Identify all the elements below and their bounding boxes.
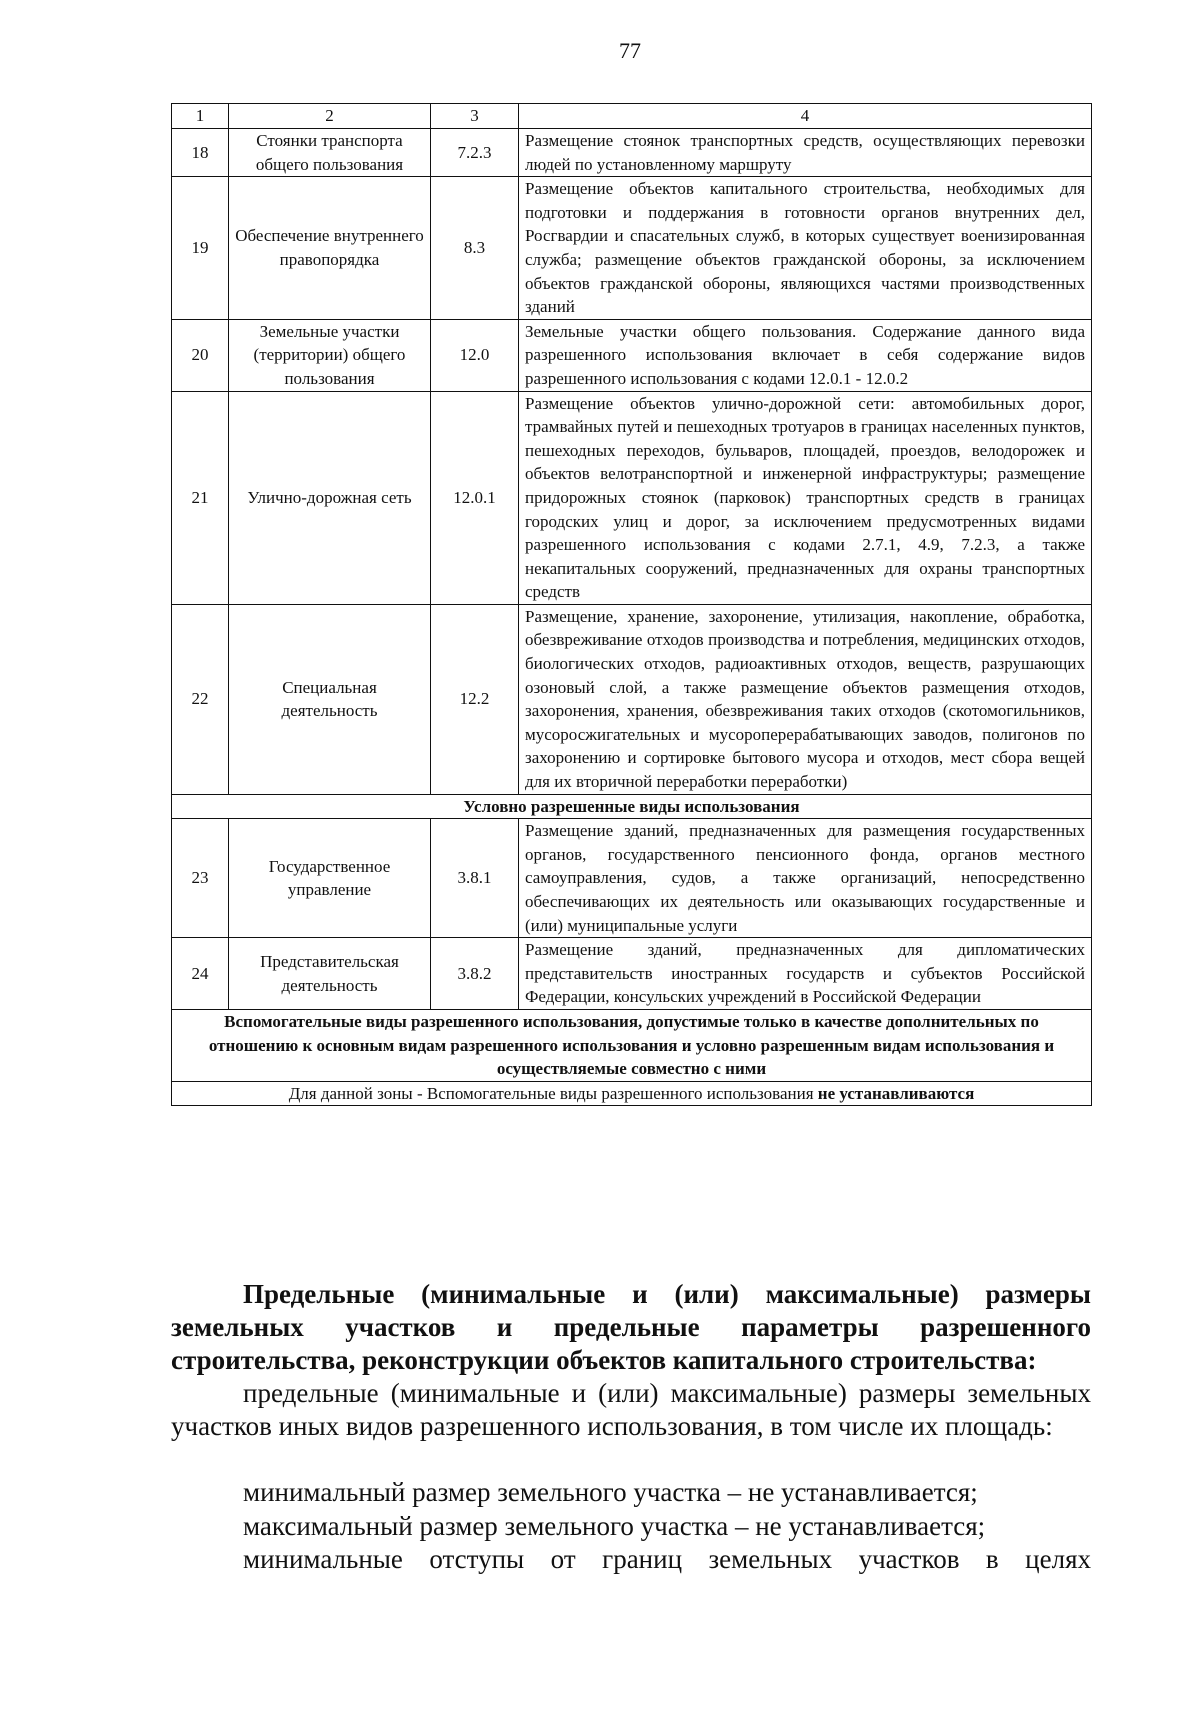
use-description: Размещение, хранение, захоронение, утилизация, накопление, обработка, обезвреживание отходов производства и потребления, медицинских отходов, биологических отходов, радиоактивных отходов, веществ, разрушающих озоновый слой, а также размещение объектов размещения отходов, захоронения, хранения, обезвреживания таких отходов (скотомогильников, мусоросжигательных и мусороперерабатывающих заводов, полигонов по захоронению и сортировке бытового мусора и отходов, мест сбора вещей для их вторичной переработки переработки)	[519, 604, 1092, 794]
note-row	[172, 1081, 1092, 1106]
use-code: 8.3	[431, 177, 519, 320]
use-description: Размещение зданий, предназначенных для дипломатических представительств иностранных государств и субъектов Российской Федерации, консульских учреждений в Российской Федерации	[519, 938, 1092, 1010]
row-number: 21	[172, 391, 229, 604]
use-code: 7.2.3	[431, 129, 519, 177]
heading-indent	[171, 1279, 243, 1309]
section-row	[172, 1009, 1092, 1081]
row-number: 23	[172, 819, 229, 938]
use-name: Государственное управление	[229, 819, 431, 938]
use-code: 3.8.1	[431, 819, 519, 938]
use-code: 12.0.1	[431, 391, 519, 604]
table-row	[172, 604, 1092, 794]
use-code: 12.2	[431, 604, 519, 794]
setback-line: минимальные отступы от границ земельных участков в целях	[243, 1544, 1091, 1574]
land-use-table	[171, 103, 1092, 1106]
use-name: Представительская деятельность	[229, 938, 431, 1010]
table-row	[172, 177, 1092, 320]
use-code: 3.8.2	[431, 938, 519, 1010]
table-row	[172, 391, 1092, 604]
heading-text: Предельные (минимальные и (или) максимальные) размеры земельных участков и предельные параметры разрешенного строительства, реконструкции объектов капитального строительства:	[171, 1279, 1091, 1375]
note-bold: не устанавливаются	[817, 1083, 975, 1103]
column-header-1: 1	[172, 104, 229, 129]
use-name: Улично-дорожная сеть	[229, 391, 431, 604]
row-number: 18	[172, 129, 229, 177]
max-size-line: максимальный размер земельного участка – не устанавливается;	[243, 1511, 986, 1541]
section-row	[172, 794, 1092, 819]
column-header-4: 4	[519, 104, 1092, 129]
section-conditional-uses: Условно разрешенные виды использования	[172, 794, 1092, 819]
table-row	[172, 819, 1092, 938]
use-description: Земельные участки общего пользования. Содержание данного вида разрешенного использования включает в себя содержание видов разрешенного использования с кодами 12.0.1 - 12.0.2	[519, 319, 1092, 391]
table-header-row	[172, 104, 1092, 129]
table-row	[172, 319, 1092, 391]
use-description: Размещение объектов улично-дорожной сети: автомобильных дорог, трамвайных путей и пешеходных тротуаров в границах населенных пунктов, пешеходных переходов, бульваров, площадей, проездов, велодорожек и объектов велотранспортной и инженерной инфраструктуры; размещение придорожных стоянок (парковок) транспортных средств в границах городских улиц и дорог, за исключением предусмотренных видами разрешенного использования с кодами 2.7.1, 4.9, 7.2.3, а также некапитальных сооружений, предназначенных для охраны транспортных средств	[519, 391, 1092, 604]
auxiliary-note	[172, 1081, 1092, 1106]
use-name: Специальная деятельность	[229, 604, 431, 794]
use-description: Размещение зданий, предназначенных для размещения государственных органов, государственного пенсионного фонда, органов местного самоуправления, судов, а также организаций, непосредственно обеспечивающих их деятельность или оказывающих государственные и (или) муниципальные услуги	[519, 819, 1092, 938]
row-number: 24	[172, 938, 229, 1010]
note-prefix: Для данной зоны - Вспомогательные виды разрешенного использования	[288, 1083, 814, 1103]
section-auxiliary-uses: Вспомогательные виды разрешенного использования, допустимые только в качестве дополнительных по отношению к основным видам разрешенного использования и условно разрешенным видам использования и осуществляемые совместно с ними	[172, 1009, 1092, 1081]
use-description: Размещение стоянок транспортных средств, осуществляющих перевозки людей по установленному маршруту	[519, 129, 1092, 177]
column-header-3: 3	[431, 104, 519, 129]
use-name: Обеспечение внутреннего правопорядка	[229, 177, 431, 320]
row-number: 20	[172, 319, 229, 391]
min-size-line: минимальный размер земельного участка – не устанавливается;	[243, 1477, 978, 1507]
row-number: 19	[172, 177, 229, 320]
use-name: Стоянки транспорта общего пользования	[229, 129, 431, 177]
table-row	[172, 129, 1092, 177]
page-number: 77	[619, 38, 641, 63]
use-description: Размещение объектов капитального строительства, необходимых для подготовки и поддержания в готовности органов внутренних дел, Росгвардии и спасательных служб, в которых существует военизированная служба; размещение объектов гражданской обороны, за исключением объектов гражданской обороны, являющихся частями производственных зданий	[519, 177, 1092, 320]
column-header-2: 2	[229, 104, 431, 129]
table-row	[172, 938, 1092, 1010]
use-name: Земельные участки (территории) общего пользования	[229, 319, 431, 391]
use-code: 12.0	[431, 319, 519, 391]
row-number: 22	[172, 604, 229, 794]
land-size-paragraph: предельные (минимальные и (или) максимальные) размеры земельных участков иных видов разрешенного использования, в том числе их площадь:	[171, 1378, 1091, 1441]
parameters-heading	[171, 1278, 1091, 1377]
